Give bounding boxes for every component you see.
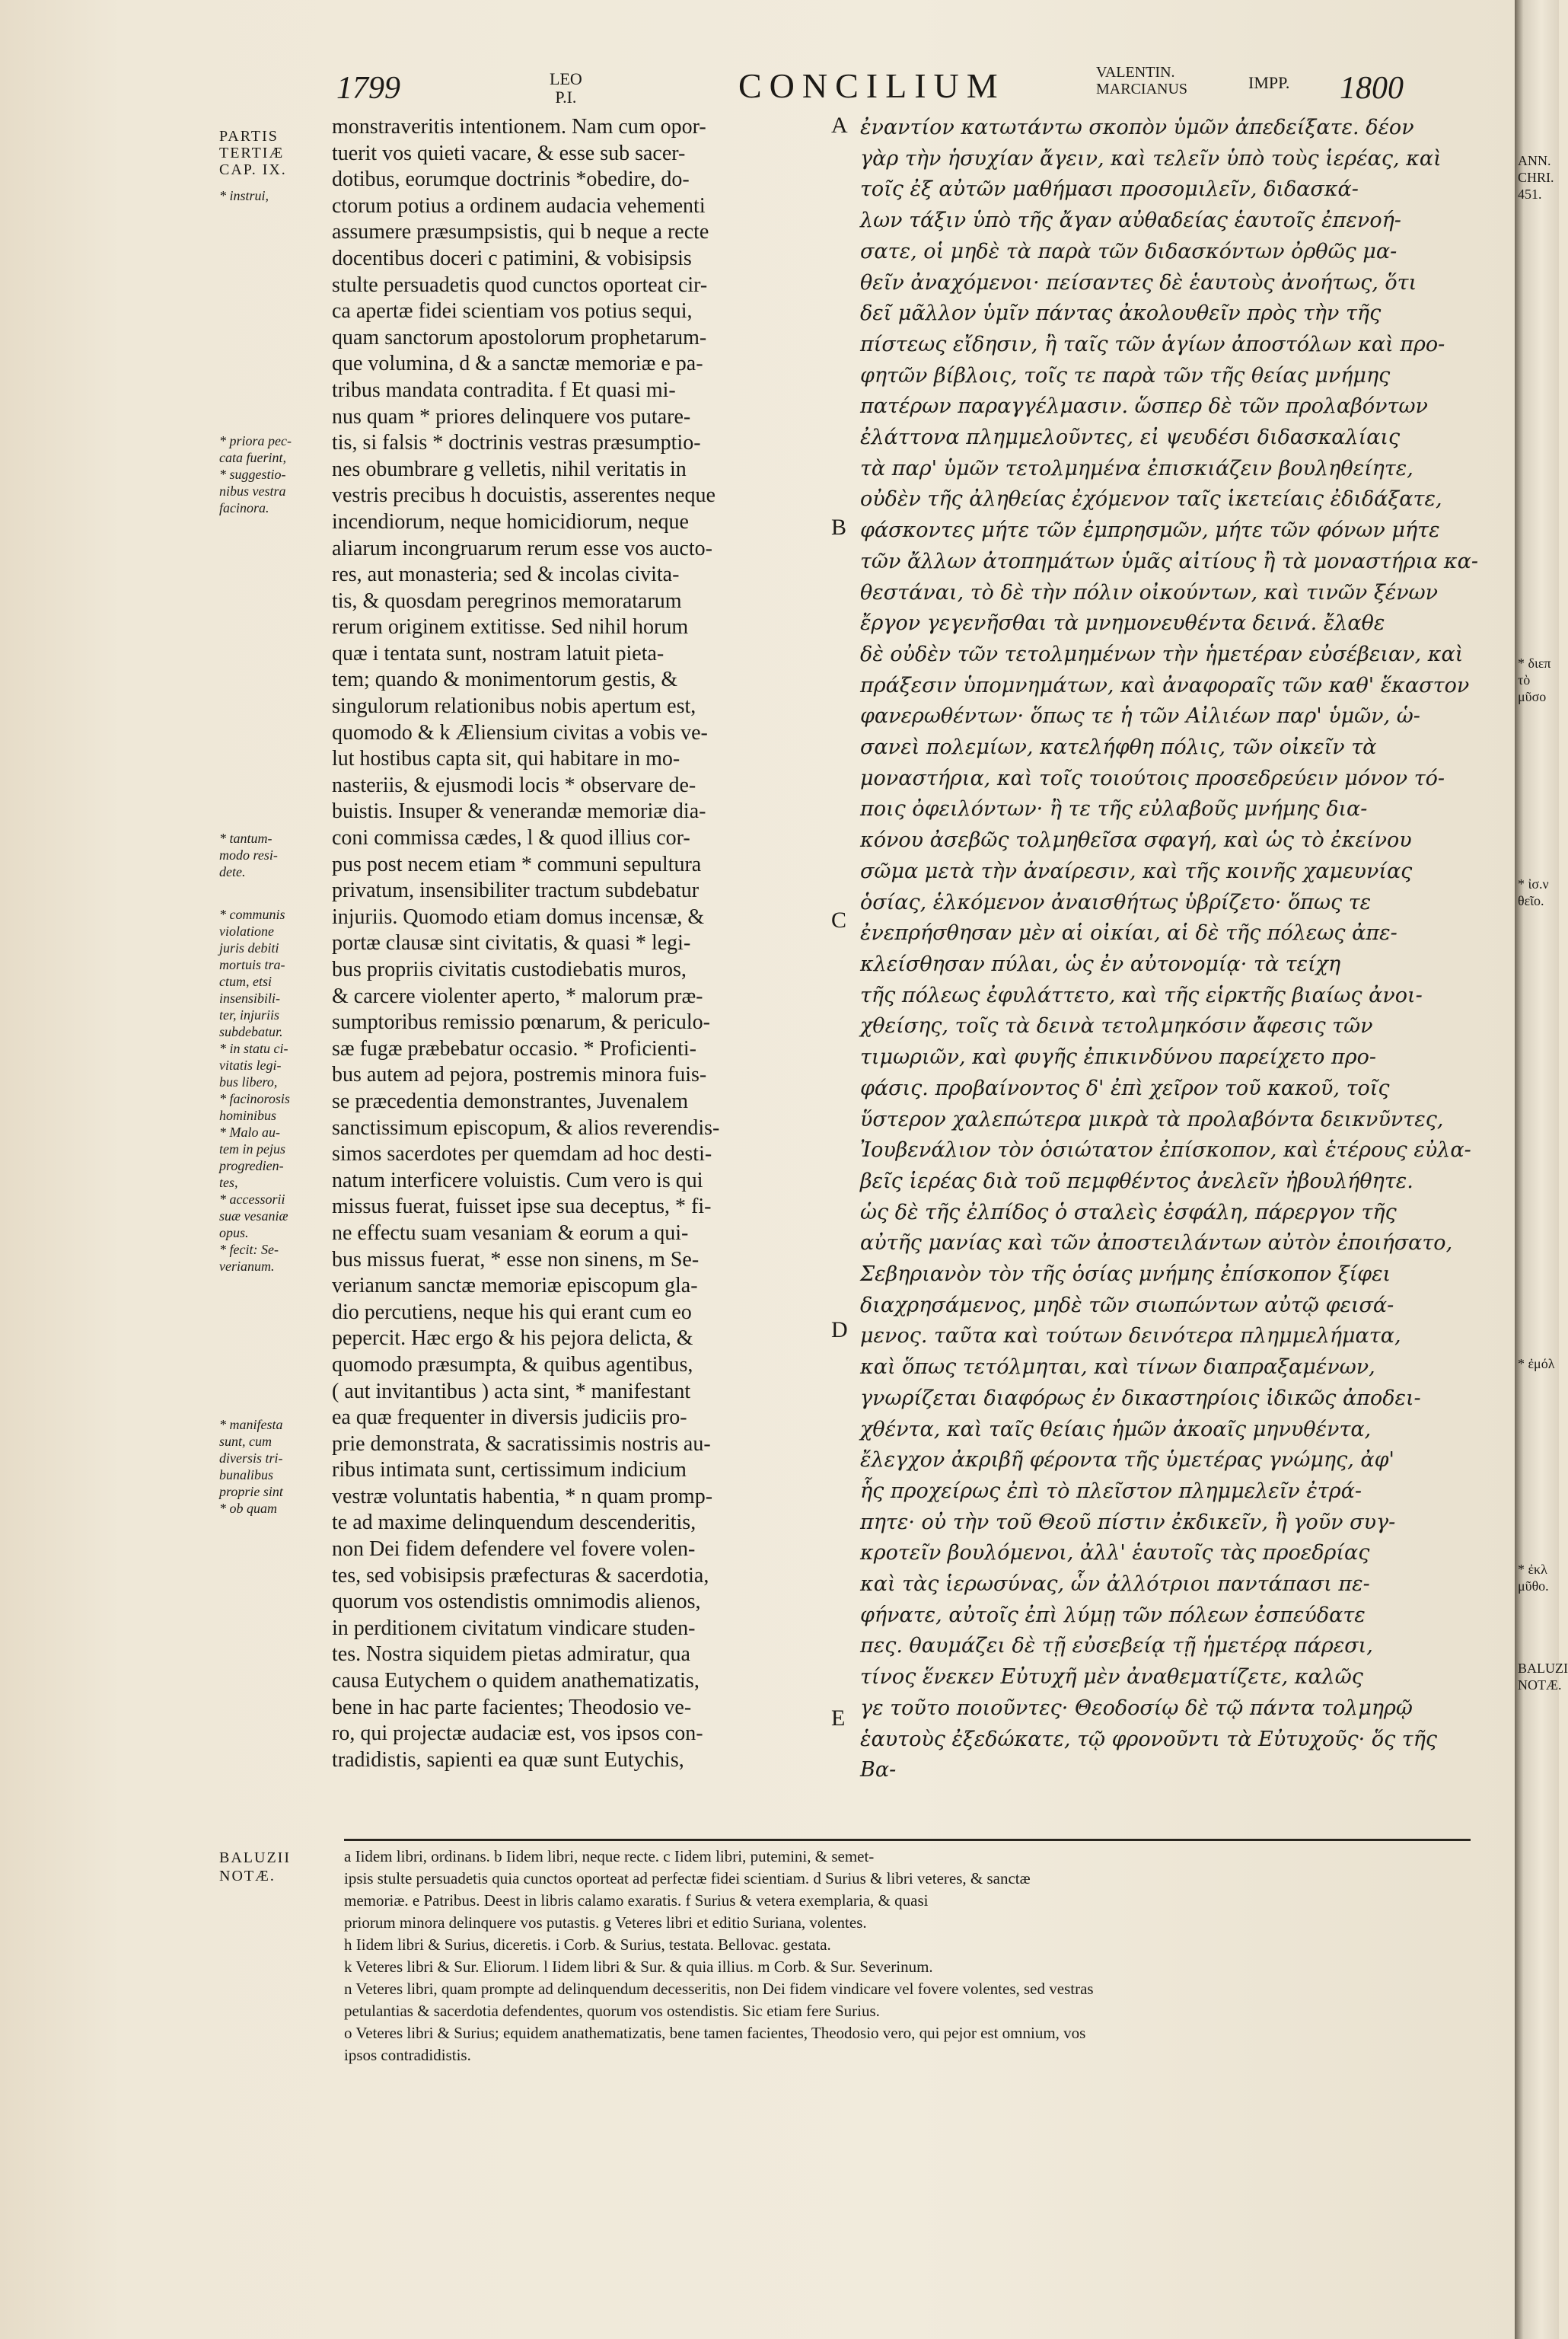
latin-line: nes obumbrare g velletis, nihil veritatis in	[332, 457, 687, 481]
running-head-impp: IMPP.	[1248, 73, 1290, 92]
margin-note: * manifesta sunt, cum diversis tri- bunalibus proprie sint * ob quam	[219, 1417, 283, 1516]
footnote-line: o Veteres libri & Surius; equidem anathematizatis, bene tamen facientes, Theodosio vero, qui pejor est omnium, vos	[344, 2024, 1086, 2042]
latin-line: & carcere violenter aperto, * malorum præ-	[332, 984, 703, 1008]
greek-line: ἑαυτοὺς ἐξεδώκατε, τῷ φρονοῦντι τὰ Εὐτυχοῦς· ὅς τῆς	[860, 1727, 1438, 1751]
footnote-rule	[344, 1839, 1471, 1841]
latin-line: bus autem ad pejora, postremis minora fuis-	[332, 1063, 707, 1087]
greek-line: ἐλάττονα πλημμελοῦντες, εἰ ψευδέσι διδασκαλίαις	[860, 426, 1401, 450]
latin-line: quæ i tentata sunt, nostram latuit pieta-	[332, 641, 664, 665]
greek-line: διαχρησάμενος, μηδὲ τῶν σιωπώντων αὐτῷ φεισά-	[860, 1293, 1394, 1317]
footnote-line: n Veteres libri, quam prompte ad delinquendum decesseritis, non Dei fidem vindicare vel fovere volentes, sed vestras	[344, 1980, 1094, 1998]
latin-line: ctorum potius a ordinem audacia vehementi	[332, 193, 706, 218]
latin-line: pepercit. Hæc ergo & his pejora delicta, &	[332, 1326, 693, 1351]
greek-line: αὐτῆς μανίας καὶ τῶν ἀποστειλάντων αὐτὸν ἐποιήσατο,	[860, 1231, 1453, 1256]
footnotes	[344, 1846, 1478, 2066]
latin-line: sæ fugæ præbebatur occasio. * Proficienti-	[332, 1036, 697, 1061]
latin-line: pus post necem etiam * communi sepultura	[332, 852, 702, 876]
latin-line: monstraveritis intentionem. Nam cum opor-	[332, 115, 706, 139]
greek-line: ἔργον γεγενῆσθαι τὰ μνημονευθέντα δεινά. ἔλαθε	[860, 611, 1385, 636]
greek-line: πράξεσιν ὑπομνημάτων, καὶ ἀναφοραῖς τῶν καθ' ἕκαστον	[860, 673, 1470, 697]
greek-line: ἐναντίον κατωτάντω σκοπὸν ὑμῶν ἀπεδείξατε. δέον	[860, 116, 1414, 139]
right-margin-note: * ἰσ.ν θεῖο.	[1518, 876, 1549, 908]
latin-line: coni commissa cædes, l & quod illius cor-	[332, 826, 690, 850]
latin-line: tradidistis, sapienti ea quæ sunt Eutychis,	[332, 1747, 684, 1772]
greek-line: χθείσης, τοῖς τὰ δεινὰ τετολμηκόσιν ἄφεσις τῶν	[860, 1014, 1373, 1039]
latin-line: tes, sed vobisipsis præfecturas & sacerdotia,	[332, 1563, 709, 1588]
greek-line: τιμωριῶν, καὶ φυγῆς ἐπικινδύνου παρείχετο προ-	[860, 1045, 1376, 1070]
greek-line: τοῖς ἐξ αὐτῶν μαθήμασι προσομιλεῖν, διδασκά-	[860, 177, 1359, 202]
latin-line: tribus mandata contradita. f Et quasi mi-	[332, 378, 676, 402]
latin-line: missus fuerat, fuisset ipse sua deceptus, * fi-	[332, 1195, 712, 1219]
greek-line: σατε, οἱ μηδὲ τὰ παρὰ τῶν διδασκόντων ὀρθῶς μα-	[860, 239, 1397, 263]
latin-line: simos sacerdotes per quemdam ad hoc desti-	[332, 1142, 712, 1166]
right-margin-note: * ἐκλ μῦθο.	[1518, 1562, 1549, 1594]
greek-line: γε τοῦτο ποιοῦντες· Θεοδοσίῳ δὲ τῷ πάντα τολμηρῷ	[860, 1696, 1413, 1720]
running-head-emperors: VALENTIN. MARCIANUS	[1096, 64, 1188, 97]
greek-line: θεστάναι, τὸ δὲ τὴν πόλιν οἰκούντων, καὶ τινῶν ξένων	[860, 580, 1439, 605]
baluzii-notes-label: BALUZII NOTÆ.	[219, 1849, 291, 1884]
greek-line: σῶμα μετὰ τὴν ἀναίρεσιν, καὶ τῆς κοινῆς χαμευνίας	[860, 859, 1413, 883]
latin-line: stulte persuadetis quod cunctos oporteat cir-	[332, 273, 708, 297]
footnote-line: a Iidem libri, ordinans. b Iidem libri, neque recte. c Iidem libri, putemini, & semet-	[344, 1847, 875, 1865]
greek-line: πες. θαυμάζει δὲ τῇ εὐσεβείᾳ τῇ ἡμετέρᾳ πάρεσι,	[860, 1634, 1373, 1658]
greek-line: Σεβηριανὸν τὸν τῆς ὁσίας μνήμης ἐπίσκοπον ξίφει	[860, 1262, 1391, 1287]
greek-line: φάσκοντες μήτε τῶν ἐμπρησμῶν, μήτε τῶν φόνων μήτε	[860, 519, 1440, 543]
latin-line: res, aut monasteria; sed & incolas civita-	[332, 563, 680, 587]
latin-line: assumere præsumpsistis, qui b neque a recte	[332, 220, 709, 244]
greek-line: Ἰουβενάλιον τὸν ὁσιώτατον ἐπίσκοπον, καὶ ἑτέρους εὐλα-	[860, 1138, 1471, 1163]
latin-line: sumptoribus remissio pœnarum, & periculo-	[332, 1010, 710, 1035]
greek-line: τὰ παρ' ὑμῶν τετολμημένα ἐπισκιάζειν βουληθείητε,	[860, 456, 1413, 480]
greek-line: ἐνεπρήσθησαν μὲν αἱ οἰκίαι, αἱ δὲ τῆς πόλεως ἀπε-	[860, 921, 1397, 946]
latin-line: te ad maxime delinquendum descenderitis,	[332, 1511, 696, 1535]
facing-page-edge	[1515, 0, 1568, 2339]
latin-line: vestræ voluntatis habentia, * n quam promp-	[332, 1484, 713, 1508]
latin-line: ea quæ frequenter in diversis judiciis pro-	[332, 1406, 687, 1430]
greek-line: χθέντα, καὶ ταῖς θείαις ἡμῶν ἀκοαῖς μηνυθέντα,	[860, 1417, 1372, 1441]
greek-line: οὐδὲν τῆς ἀληθείας ἐχόμενον ταῖς ἱκετείαις ἐδιδάξατε,	[860, 487, 1442, 512]
footnote-line: petulantias & sacerdotia defendentes, quorum vos ostendistis. Sic etiam fere Surius.	[344, 2002, 880, 2020]
greek-line: ἔλεγχον ἀκριβῆ φέροντα τῆς ὑμετέρας γνώμης, ἀφ'	[860, 1448, 1394, 1473]
latin-line: nus quam * priores delinquere vos putare-	[332, 404, 691, 429]
greek-line: ποις ὀφειλόντων· ἢ τε τῆς εὐλαβοῦς μνήμης δια-	[860, 797, 1368, 822]
latin-line: que volumina, d & a sanctæ memoriæ e pa-	[332, 352, 703, 376]
greek-line: φανερωθέντων· ὅπως τε ἡ τῶν Αἰλιέων παρ' ὑμῶν, ὡ-	[860, 704, 1420, 729]
latin-line: nasteriis, & ejusmodi locis * observare de-	[332, 773, 696, 797]
greek-line: κλείσθησαν πύλαι, ὡς ἐν αὐτονομίᾳ· τὰ τείχη	[860, 952, 1341, 976]
latin-line: docentibus doceri c patimini, & vobisipsis	[332, 246, 692, 270]
greek-line: καὶ ὅπως τετόλμηται, καὶ τίνων διαπραξαμένων,	[860, 1355, 1375, 1380]
greek-line: τίνος ἕνεκεν Εὐτυχῆ μὲν ἀναθεματίζετε, καλῶς	[860, 1665, 1363, 1690]
greek-line: καὶ τὰς ἱερωσύνας, ὧν ἀλλότριοι παντάπασι πε-	[860, 1572, 1370, 1597]
running-title: CONCILIUM	[738, 66, 1005, 105]
latin-line: bene in hac parte facientes; Theodosio ve-	[332, 1695, 692, 1719]
latin-line: privatum, insensibiliter tractum subdebatur	[332, 879, 700, 903]
greek-line: Βα-	[860, 1758, 897, 1782]
greek-line: θεῖν ἀναχόμενοι· πείσαντες δὲ ἑαυτοὺς ἀνοήτως, ὅτι	[860, 270, 1417, 295]
latin-line: injuriis. Quomodo etiam domus incensæ, &	[332, 905, 705, 929]
right-margin-note: * διεπ τὸ μῦσο	[1518, 656, 1551, 704]
latin-line: se præcedentia demonstrantes, Juvenalem	[332, 1089, 689, 1113]
latin-line: quorum vos ostendistis omnimodis alienos,	[332, 1590, 701, 1614]
margin-letter: A	[831, 113, 848, 138]
latin-line: bus propriis civitatis custodiebatis muros,	[332, 958, 687, 981]
greek-line: μενος. ταῦτα καὶ τούτων δεινότερα πλημμελήματα,	[860, 1324, 1401, 1348]
right-margin-note: BALUZI NOTÆ.	[1518, 1661, 1568, 1693]
latin-line: sanctissimum episcopum, & alios reverendis-	[332, 1115, 720, 1140]
footnote-line: k Veteres libri & Sur. Eliorum. l Iidem libri & Sur. & quia illius. m Corb. & Sur. Severinum.	[344, 1958, 933, 1976]
margin-letter: D	[831, 1317, 848, 1342]
greek-line: κροτεῖν βουλόμενοι, ἀλλ' ἑαυτοῖς τὰς προεδρίας	[860, 1541, 1370, 1565]
latin-line: bus missus fuerat, * esse non sinens, m Se-	[332, 1247, 700, 1272]
greek-text-column	[860, 113, 1478, 1786]
latin-line: non Dei fidem defendere vel fovere volen-	[332, 1537, 696, 1562]
latin-line: aliarum incongruarum rerum esse vos aucto-	[332, 536, 712, 560]
latin-line: ne effectu suam vesaniam & eorum a qui-	[332, 1221, 689, 1245]
latin-line: ribus intimata sunt, certissimum indicium	[332, 1458, 687, 1482]
greek-line: ὁσίας, ἑλκόμενον ἀναισθήτως ὑβρίζετο· ὅπως τε	[860, 890, 1372, 914]
latin-line: quomodo & k Æliensium civitas a vobis ve-	[332, 720, 708, 745]
latin-line: tuerit vos quieti vacare, & esse sub sacer-	[332, 141, 686, 165]
latin-line: singulorum relationibus nobis apertum est,	[332, 694, 696, 719]
margin-letter: E	[831, 1706, 846, 1731]
latin-text-column	[332, 114, 834, 1773]
margin-note: * communis violatione juris debiti mortuis tra- ctum, etsi insensibili- ter, injuriis subdebatur. * in statu ci- vitatis legi- bus libero, * facinorosis hominibus * Malo au- tem in pejus progredien- tes, * accessorii suæ vesaniæ opus. * fecit: Se- verianum.	[219, 907, 290, 1274]
margin-note: * instrui,	[219, 188, 269, 203]
latin-line: buistis. Insuper & venerandæ memoriæ dia-	[332, 799, 706, 824]
margin-note: * priora pec- cata fuerint, * suggestio- nibus vestra facinora.	[219, 433, 292, 515]
greek-line: τῆς πόλεως ἐφυλάττετο, καὶ τῆς εἱρκτῆς βιαίως ἀνοι-	[860, 983, 1423, 1007]
greek-line: φήνατε, αὐτοῖς ἐπὶ λύμῃ τῶν πόλεων ἐσπεύδατε	[860, 1603, 1366, 1627]
greek-line: βεῖς ἱερέας διὰ τοῦ πεμφθέντος ἀνελεῖν ἠβουλήθητε.	[860, 1169, 1413, 1193]
greek-line: λων τάξιν ὑπὸ τῆς ἄγαν αὐθαδείας ἑαυτοῖς ἐπενοή-	[860, 209, 1401, 233]
right-margin-note: ANN. CHRI. 451.	[1518, 153, 1554, 202]
right-margin-note: * ἐμόλ	[1518, 1356, 1555, 1371]
latin-line: prie demonstrata, & sacratissimis nostris au-	[332, 1431, 711, 1456]
latin-line: rerum originem extitisse. Sed nihil horum	[332, 615, 689, 640]
latin-line: ro, qui projectæ audaciæ est, vos ipsos con-	[332, 1722, 703, 1746]
latin-line: tem; quando & monimentorum gestis, &	[332, 668, 678, 692]
latin-line: causa Eutychem o quidem anathematizatis,	[332, 1669, 700, 1693]
latin-line: in perditionem civitatum vindicare studen-	[332, 1616, 696, 1640]
latin-line: tis, si falsis * doctrinis vestras præsumptio-	[332, 431, 701, 455]
latin-line: portæ clausæ sint civitatis, & quasi * legi-	[332, 931, 691, 956]
greek-line: δεῖ μᾶλλον ὑμῖν πάντας ἀκολουθεῖν πρὸς τὴν τῆς	[860, 302, 1382, 326]
footnote-line: priorum minora delinquere vos putastis. g Veteres libri et editio Suriana, volentes.	[344, 1913, 867, 1932]
latin-line: tes. Nostra siquidem pietas admiratur, qua	[332, 1642, 690, 1667]
latin-line: tis, & quosdam peregrinos memoratarum	[332, 589, 682, 613]
greek-line: φητῶν βίβλοις, τοῖς τε παρὰ τῶν τῆς θείας μνήμης	[860, 363, 1391, 388]
greek-line: ὡς δὲ τῆς ἐλπίδος ὁ σταλεὶς ἐσφάλη, πάρεργον τῆς	[860, 1200, 1397, 1224]
greek-line: τῶν ἄλλων ἀτοπημάτων ὑμᾶς αἰτίους ἢ τὰ μοναστήρια κα-	[860, 549, 1478, 573]
margin-letter: B	[831, 515, 847, 540]
footnote-line: ipsis stulte persuadetis quia cunctos oporteat ad perfectæ fidei scientiam. d Surius & libri veteres, & sanctæ	[344, 1869, 1031, 1887]
greek-line: ὕστερον χαλεπώτερα μικρὰ τὰ προλαβόντα δεικνῦντες,	[860, 1107, 1444, 1131]
margin-note: * tantum- modo resi- dete.	[219, 831, 278, 879]
greek-line: πατέρων παραγγέλμασιν. ὥσπερ δὲ τῶν προλαβόντων	[860, 394, 1428, 419]
greek-line: σανεὶ πολεμίων, κατελήφθη πόλις, τῶν οἰκεῖν τὰ	[860, 736, 1377, 760]
footnote-line: memoriæ. e Patribus. Deest in libris calamo exaratis. f Surius & vetera exemplaria, & quasi	[344, 1891, 929, 1910]
latin-line: ca apertæ fidei scientiam vos potius sequi,	[332, 299, 693, 324]
latin-line: ( aut invitantibus ) acta sint, * manifestant	[332, 1379, 691, 1403]
latin-line: dio percutiens, neque his qui erant cum eo	[332, 1300, 692, 1324]
latin-line: dotibus, eorumque doctrinis *obedire, do-	[332, 168, 690, 192]
latin-line: natum interficere voluistis. Cum vero is qui	[332, 1168, 703, 1192]
greek-line: ἧς προχείρως ἐπὶ τὸ πλεῖστον πλημμελεῖν ἐτρά-	[860, 1479, 1362, 1503]
latin-line: vestris precibus h docuistis, asserentes neque	[332, 483, 715, 508]
latin-line: quam sanctorum apostolorum prophetarum-	[332, 325, 707, 349]
latin-line: lut hostibus capta sit, qui habitare in mo-	[332, 747, 680, 771]
page-number-left: 1799	[336, 71, 400, 106]
greek-line: γνωρίζεται διαφόρως ἐν δικαστηρίοις ἰδικῶς ἀποδει-	[860, 1386, 1421, 1410]
latin-line: incendiorum, neque homicidiorum, neque	[332, 509, 689, 534]
greek-line: μοναστήρια, καὶ τοῖς τοιούτοις προσεδρεύειν μόνον τό-	[860, 766, 1445, 790]
part-chapter-label: PARTIS TERTIÆ CAP. IX.	[219, 128, 287, 178]
greek-line: γὰρ τὴν ἡσυχίαν ἄγειν, καὶ τελεῖν ὑπὸ τοὺς ἱερέας, καὶ	[860, 146, 1442, 171]
greek-line: δὲ οὐδὲν τῶν τετολμημένων τὴν ἡμετέραν εὐσέβειαν, καὶ	[860, 642, 1464, 666]
footnote-line: h Iidem libri & Surius, diceretis. i Corb. & Surius, testata. Bellovac. gestata.	[344, 1935, 831, 1954]
greek-line: φάσις. προβαίνοντος δ' ἐπὶ χεῖρον τοῦ κακοῦ, τοῖς	[860, 1076, 1390, 1100]
running-head-leo: LEO P.I.	[550, 69, 582, 107]
page-number-right: 1800	[1340, 71, 1404, 106]
greek-line: πητε· οὐ τὴν τοῦ Θεοῦ πίστιν ἐκδικεῖν, ἢ γοῦν συγ-	[860, 1510, 1396, 1534]
latin-line: verianum sanctæ memoriæ episcopum gla-	[332, 1274, 698, 1298]
greek-line: πίστεως εἴδησιν, ἢ ταῖς τῶν ἁγίων ἀποστόλων καὶ προ-	[860, 332, 1445, 356]
footnote-line: ipsos contradidistis.	[344, 2046, 471, 2064]
latin-line: quomodo præsumpta, & quibus agentibus,	[332, 1352, 693, 1377]
margin-letter: C	[831, 908, 847, 933]
greek-line: κόνου ἀσεβῶς τολμηθεῖσα σφαγή, καὶ ὡς τὸ ἐκείνου	[860, 828, 1412, 853]
